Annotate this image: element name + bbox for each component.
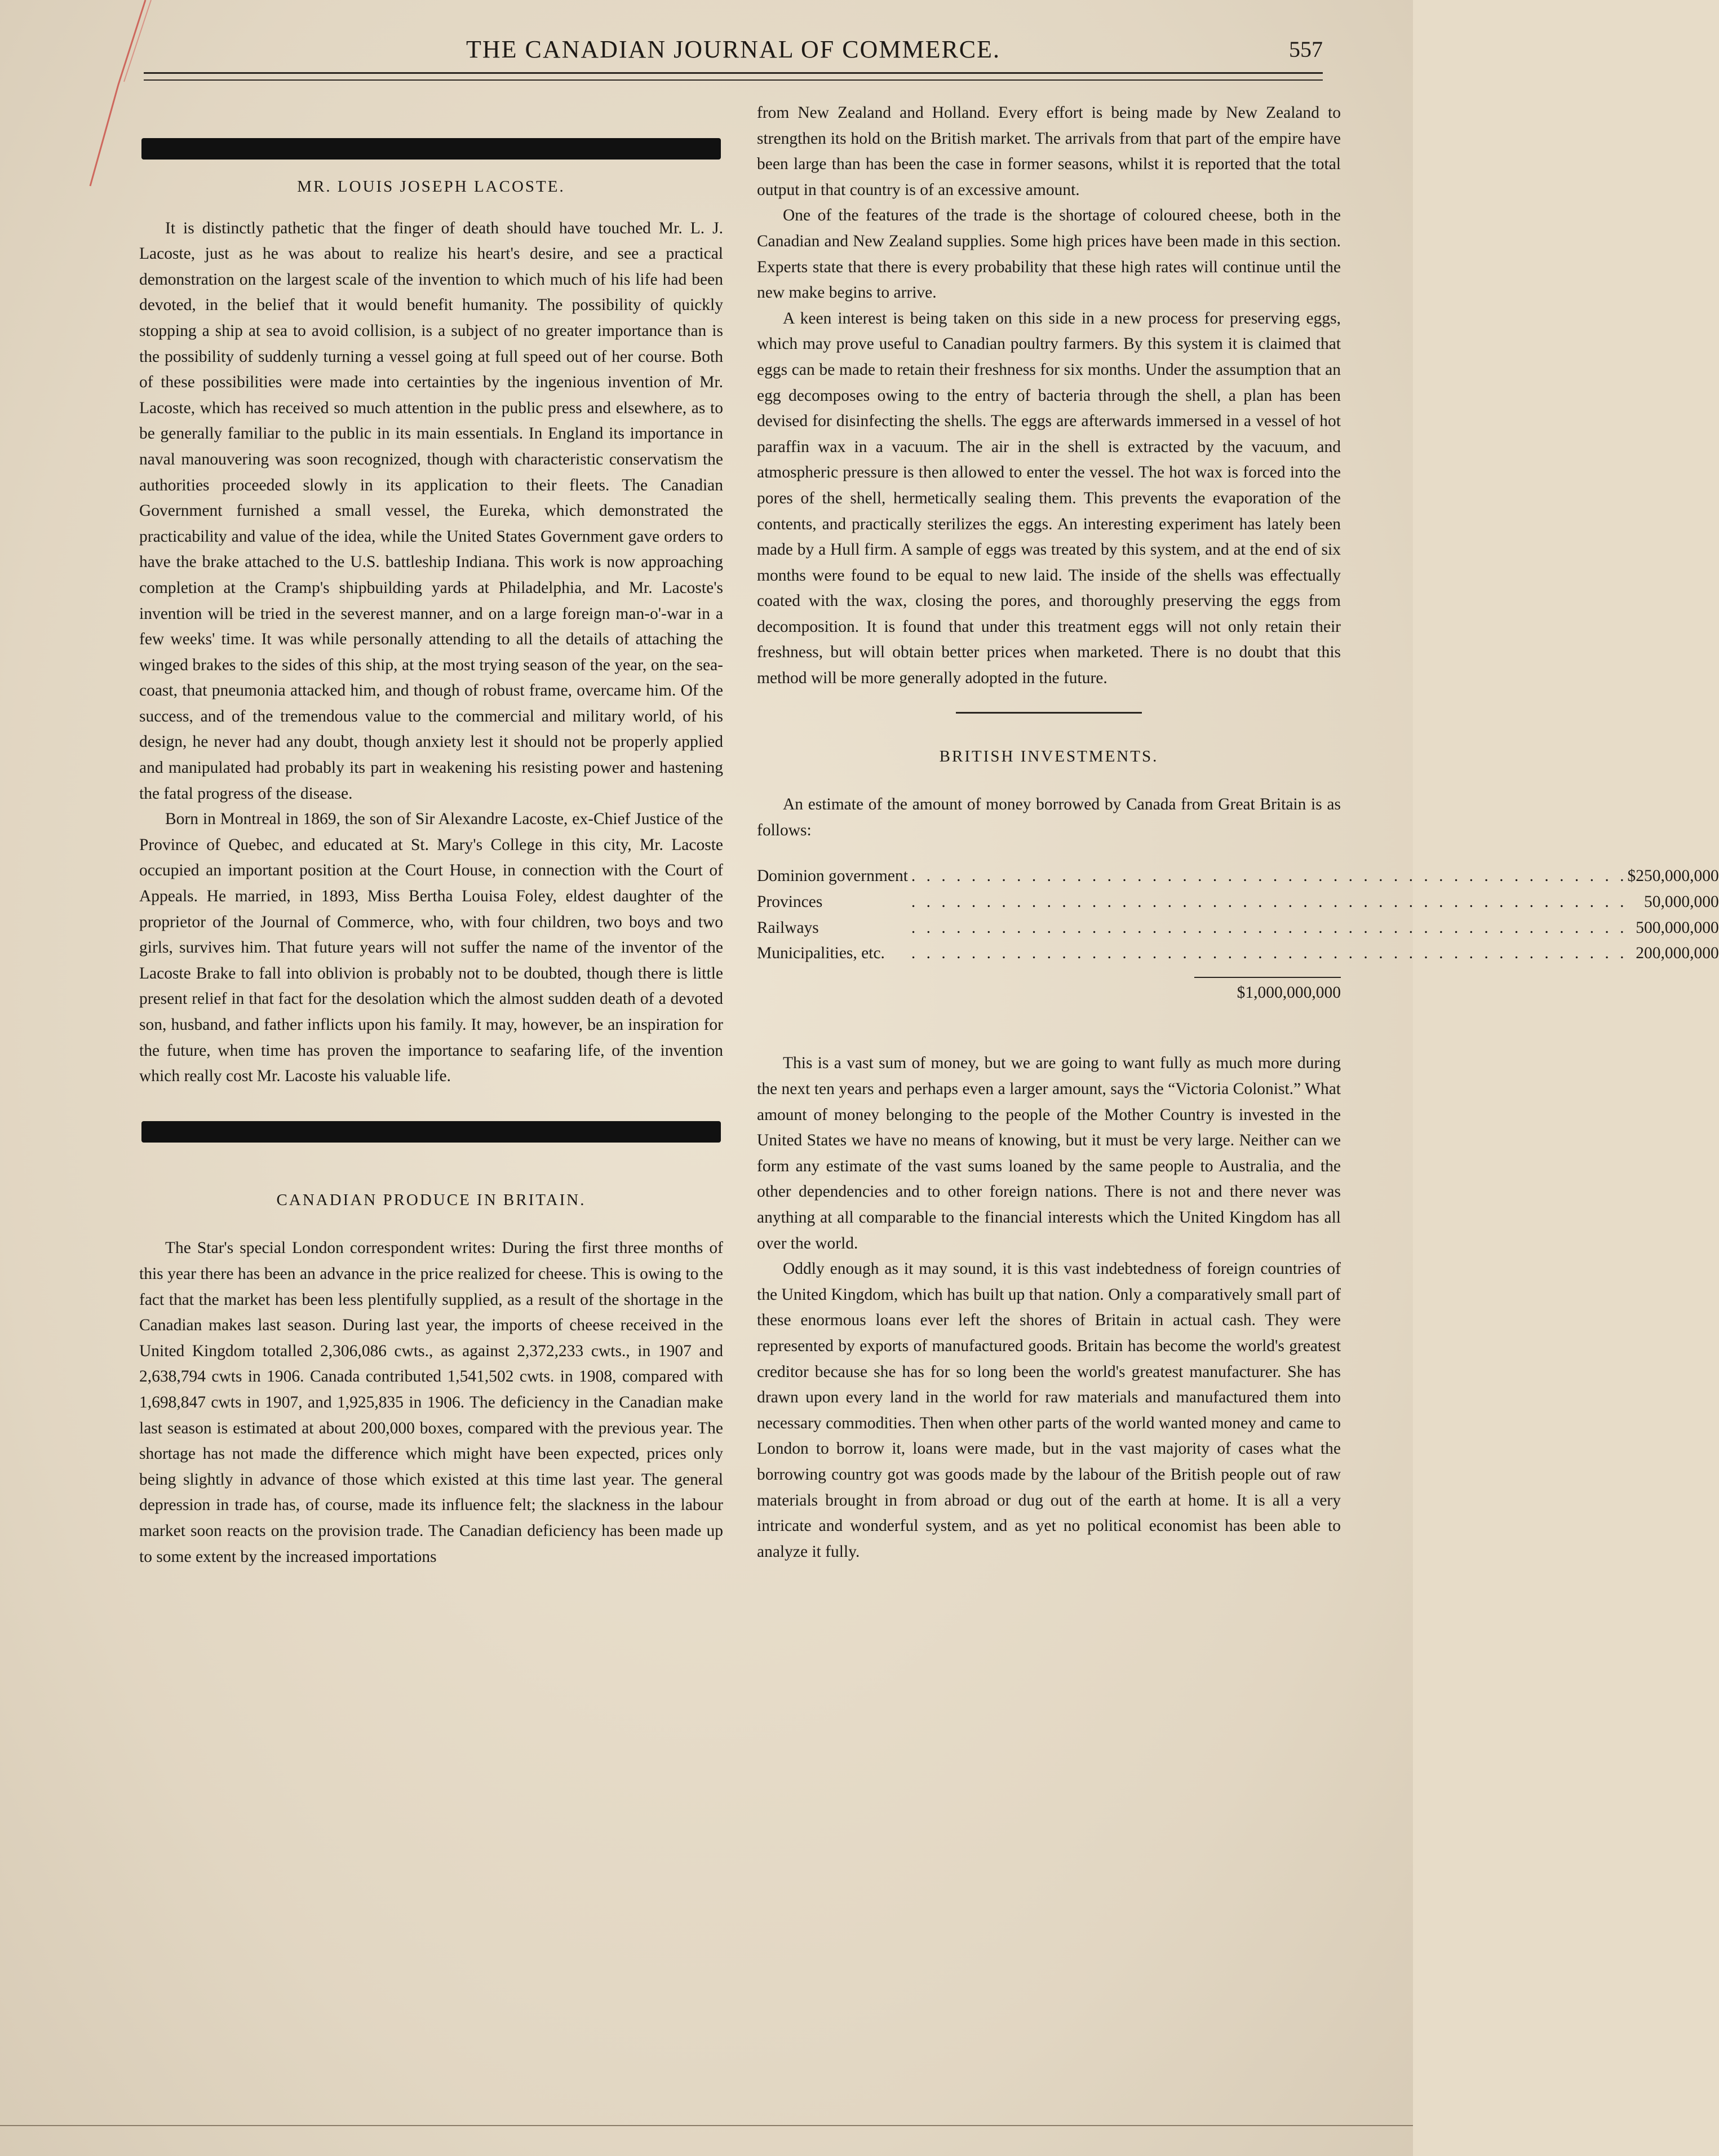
table-row [757,915,1719,941]
investments-table [757,864,1719,966]
investments-intro: An estimate of the amount of money borrowed by Canada from Great Britain is as follows: [757,795,1341,839]
left-column [139,99,723,1570]
article-paragraph: Born in Montreal in 1869, the son of Sir Alexandre Lacoste, ex-Chief Justice of the Province of Quebec, and educated at St. Mary's College in this city, Mr. Lacoste occupied an important position at the Court House, in connection with the Court of Appeals. He married, in 1893, Miss Bertha Louisa Foley, eldest daughter of the proprietor of the Journal of Commerce, who, with four children, two boys and two girls, survives him. That future years will not suffer the name of the inventor of the Lacoste Brake to fall into oblivion is probably not to be doubted, though there is little present relief in that fact for the desolation which the almost sudden death of a devoted son, husband, and father inflicts upon his family. It may, however, be an inspiration for the future, when time has proven the importance to seafaring life, of the invention which really cost Mr. Lacoste his valuable life. [139,810,723,1086]
table-row [757,889,1719,915]
table-row-amount: 200,000,000 [1636,944,1719,963]
leader-dots: . . . . . . . . . . . . . . . . . . . . . . . . . . . . . . . . . . . . . . . . . . . . . . . . [911,893,1628,911]
section-rule [956,712,1142,714]
journal-title: THE CANADIAN JOURNAL OF COMMERCE. [466,36,1001,63]
black-divider-bar [141,1121,721,1143]
leader-dots: . . . . . . . . . . . . . . . . . . . . . . . . . . . . . . . . . . . . . . . . . . . . . . . . [911,918,1628,937]
article-title-produce: CANADIAN PRODUCE IN BRITAIN. [276,1190,586,1209]
article-title-investments: BRITISH INVESTMENTS. [939,747,1159,765]
page-header [144,35,1323,69]
article-paragraph: This is a vast sum of money, but we are going to want fully as much more during the next ten years and perhaps even a larger amount, says the “Victoria Colonist.” What amount of money belonging to the people of the Mother Country is invested in the United States we have no means of knowing, but it must be very large. Neither can we form any estimate of the vast sums loaned by the same people to Australia, and the other dependencies and to other foreign nations. There is not and there never was anything at all comparable to the financial interests which the United Kingdom has all over the world. [757,1054,1341,1252]
page-number: 557 [1289,37,1323,62]
table-row-label: Dominion government [757,867,908,886]
total-rule [1194,977,1341,978]
table-row-label: Provinces [757,893,823,911]
investments-total: $1,000,000,000 [1237,983,1341,1002]
black-divider-bar [141,138,721,160]
article-paragraph: The Star's special London correspondent writes: During the first three months of this year there has been an advance in the price realized for cheese. This is owing to the fact that the market has been less plentifully supplied, as a result of the shortage in the Canadian makes last season. During last year, the imports of cheese received in the United Kingdom totalled 2,306,086 cwts., as against 2,372,233 cwts., in 1907 and 2,638,794 cwts in 1906. Canada contributed 1,541,502 cwts. in 1908, compared with 1,698,847 cwts in 1907, and 1,925,835 in 1906. The deficiency in the Canadian make last season is estimated at about 200,000 boxes, compared with the previous year. The shortage has not made the difference which might have been expected, prices only being slightly in advance of those which existed at this time last year. The general depression in trade has, of course, made its influence felt; the slackness in the labour market soon reacts on the provision trade. The Canadian deficiency has been made up to some extent by the increased importations [139,1239,723,1566]
article-paragraph: A keen interest is being taken on this side in a new process for preserving eggs, which may prove useful to Canadian poultry farmers. By this system it is claimed that eggs can be made to retain their freshness for six months. Under the assumption that an egg decomposes owing to the entry of bacteria through the shell, a plan has been devised for disinfecting the shells. The eggs are afterwards immersed in a vessel of hot paraffin wax in a vacuum. The air in the shell is extracted by the vacuum, and atmospheric pressure is then allowed to enter the vessel. The hot wax is forced into the pores of the shell, hermetically sealing them. This prevents the evaporation of the contents, and practically sterilizes the eggs. An interesting experiment has lately been made by a Hull firm. A sample of eggs was treated by this system, and at the end of six months were found to be equal to new laid. The inside of the shells was effectually coated with the wax, closing the pores, and thoroughly preserving the eggs from decomposition. It is found that under this treatment eggs will not only retain their freshness, but will obtain better prices when marketed. There is no doubt that this method will be more generally adopted in the future. [757,309,1341,688]
article-paragraph: It is distinctly pathetic that the finger of death should have touched Mr. L. J. Lacoste, just as he was about to realize his heart's desire, and see a practical demonstration on the largest scale of the invention to which much of his life had been devoted, in the belief that it would benefit humanity. The possibility of quickly stopping a ship at sea to avoid collision, is a subject of no greater importance than is the possibility of suddenly turning a vessel going at full speed out of her course. Both of these possibilities were made into certainties by the ingenious invention of Mr. Lacoste, which has received so much attention in the public press and elsewhere, as to be generally familiar to the public in its main essentials. In England its importance in naval manouvering was soon recognized, though with characteristic conservatism the authorities proceeded slowly in its application to their fleets. The Canadian Government furnished a small vessel, the Eureka, which demonstrated the practicability and value of the idea, while the United States Government gave orders to have the brake attached to the U.S. battleship Indiana. This work is now approaching completion at the Cramp's shipbuilding yards at Philadelphia, and Mr. Lacoste's invention will be tried in the severest manner, and on a large foreign man-o'-war in a few weeks' time. It was while personally attending to all the details of attaching the winged brakes to the sides of this ship, at the most trying season of the year, on the sea-coast, that pneumonia attacked him, and though of robust frame, overcame him. Of the success, and of the tremendous value to the commercial and military world, of his design, he never had any doubt, though anxiety lest it should not be properly applied and manipulated had probably its part in weakening his resisting power and hastening the fatal progress of the disease. [139,219,723,803]
table-row-label: Municipalities, etc. [757,944,885,963]
article-title-lacoste: MR. LOUIS JOSEPH LACOSTE. [297,178,565,196]
leader-dots: . . . . . . . . . . . . . . . . . . . . . . . . . . . . . . . . . . . . . . . . . . . . . . . . [911,867,1628,886]
article-paragraph: from New Zealand and Holland. Every effort is being made by New Zealand to strengthen its hold on the British market. The arrivals from that part of the empire have been large than has been the case in former seasons, whilst it is reported that the total output in that country is of an excessive amount. [757,104,1341,199]
page-bottom-edge [0,2125,1413,2126]
table-row [757,864,1719,889]
table-row-amount: 500,000,000 [1636,918,1719,937]
table-row-amount: $250,000,000 [1627,867,1719,886]
article-paragraph: Oddly enough as it may sound, it is this vast indebtedness of foreign countries of the United Kingdom, which has built up that nation. Only a comparatively small part of these enormous loans ever left the shores of Britain in actual cash. They were represented by exports of manufactured goods. Britain has become the world's greatest creditor because she has for so long been the world's greatest manufacturer. She has drawn upon every land in the world for raw materials and manufactured them into necessary commodities. Then when other parts of the world wanted money and came to London to borrow it, loans were made, but in the vast majority of cases what the borrowing country got was goods made by the labour of the British people out of raw materials brought in from abroad or dug out of the earth at home. It is all a very intricate and wonderful system, and as yet no political economist has been able to analyze it fully. [757,1260,1341,1561]
leader-dots: . . . . . . . . . . . . . . . . . . . . . . . . . . . . . . . . . . . . . . . . . . . . . . . . [911,944,1628,963]
table-row-label: Railways [757,918,819,937]
table-row-amount: 50,000,000 [1644,893,1719,911]
right-column [757,100,1719,1565]
table-row [757,941,1719,967]
header-rule [144,72,1323,81]
article-paragraph: One of the features of the trade is the shortage of coloured cheese, both in the Canadian and New Zealand supplies. Some high prices have been made in this section. Experts state that there is every probability that these high rates will continue until the new make begins to arrive. [757,206,1341,302]
